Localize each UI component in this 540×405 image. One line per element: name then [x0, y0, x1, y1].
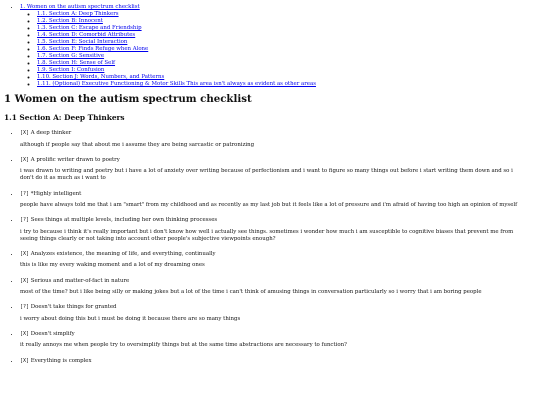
item-title: Serious and matter-of-fact in nature: [30, 277, 130, 284]
toc-link-1-9[interactable]: 1.9. Section I: Confusion: [37, 67, 105, 74]
toc-item-1-3: [37, 25, 520, 32]
checkbox-mark: [X]: [20, 277, 30, 284]
item-note: most of the time? but i like being silly or making jokes but a lot of the time i can't think of amusing things in conversation particularly so i worry that i am boring people: [20, 289, 482, 296]
checklist-item: [20, 191, 520, 210]
checkbox-mark: [X]: [20, 251, 30, 258]
toc-item-1-4: [37, 32, 520, 39]
item-title: Doesn't take things for granted: [30, 304, 117, 311]
toc-link-1-10[interactable]: 1.10. Section J: Words, Numbers, and Patterns: [37, 74, 165, 81]
toc-item-1-1: [37, 11, 520, 18]
toc-item-1-2: [37, 18, 520, 25]
toc-link-1[interactable]: 1. Women on the autism spectrum checklist: [20, 4, 140, 10]
checklist-item: [20, 331, 520, 350]
item-title: *Highly intelligent: [30, 190, 82, 197]
toc-link-1-1[interactable]: 1.1. Section A: Deep Thinkers: [37, 11, 119, 18]
item-note: i try to because i think it's really important but i don't know how well i actually see things. sometimes i wonder how much i am susceptible to cognitive biases that prevent me from seeing things clearly or not taking into account other people's subjective viewpoints enough?: [20, 228, 514, 242]
toc-link-1-8[interactable]: 1.8. Section H: Sense of Self: [37, 60, 116, 67]
item-title: Everything is complex: [30, 357, 92, 364]
checklist-item: [20, 358, 520, 365]
item-note: it really annoys me when people try to oversimplify things but at the same time abstractions are necessary to function?: [20, 342, 347, 349]
checkbox-mark: [X]: [20, 156, 30, 163]
item-title: Doesn't simplify: [30, 330, 75, 337]
toc-item-1: [20, 4, 520, 88]
toc-link-1-5[interactable]: 1.5. Section E: Social Interaction: [37, 39, 128, 46]
toc-link-1-11[interactable]: 1.11. (Optional) Executive Functioning & Motor Skills This area isn't always as evident as other areas: [37, 81, 316, 88]
toc-link-1-3[interactable]: 1.3. Section C: Escape and Friendship: [37, 25, 142, 32]
checkbox-mark: [X]: [20, 357, 30, 364]
toc-item-1-11: [37, 81, 520, 88]
checklist-item: [20, 217, 520, 243]
checklist-item: [20, 130, 520, 149]
item-title: A deep thinker: [30, 130, 72, 137]
checkbox-mark: [X]: [20, 330, 30, 337]
checklist-item: [20, 304, 520, 323]
item-title: Analyzes existence, the meaning of life, and everything, continually: [30, 251, 216, 258]
table-of-contents: [4, 4, 520, 88]
item-note: i worry about doing this but i must be doing it because there are so many things: [20, 315, 241, 322]
checklist-item: [20, 278, 520, 297]
checkbox-mark: [?]: [20, 190, 30, 197]
toc-link-1-6[interactable]: 1.6. Section F: Finds Refuge when Alone: [37, 46, 149, 53]
item-title: Sees things at multiple levels, including her own thinking processes: [30, 217, 218, 224]
toc-item-1-7: [37, 53, 520, 60]
checklist: [4, 130, 520, 365]
toc-item-1-8: [37, 60, 520, 67]
item-title: A prolific writer drawn to poetry: [30, 156, 120, 163]
toc-item-1-6: [37, 46, 520, 53]
toc-link-1-7[interactable]: 1.7. Section G: Sensitive: [37, 53, 105, 60]
item-note: this is like my every waking moment and a lot of my dreaming ones: [20, 262, 205, 269]
toc-item-1-9: [37, 67, 520, 74]
item-note: although if people say that about me i assume they are being sarcastic or patronizing: [20, 141, 255, 148]
section-heading: 1.1 Section A: Deep Thinkers: [4, 113, 125, 123]
toc-link-1-4[interactable]: 1.4. Section D: Comorbid Attributes: [37, 32, 136, 39]
page-heading: 1 Women on the autism spectrum checklist: [4, 93, 252, 106]
checklist-item: [20, 157, 520, 183]
checkbox-mark: [X]: [20, 130, 30, 137]
item-note: people have always told me that i am "smart" from my childhood and as recently as my last job but it feels like a lot of pressure and i'm afraid of having too high an opinion of myself: [20, 202, 518, 208]
toc-link-1-2[interactable]: 1.2. Section B: Innocent: [37, 18, 103, 25]
toc-item-1-5: [37, 39, 520, 46]
checklist-item: [20, 251, 520, 270]
checkbox-mark: [?]: [20, 217, 30, 224]
checkbox-mark: [?]: [20, 304, 30, 311]
item-note: i was drawn to writing and poetry but i have a lot of anxiety over writing because of perfectionism and i want to figure so many things out before i start writing them down and so i don't do it as much as i want to: [20, 168, 513, 182]
